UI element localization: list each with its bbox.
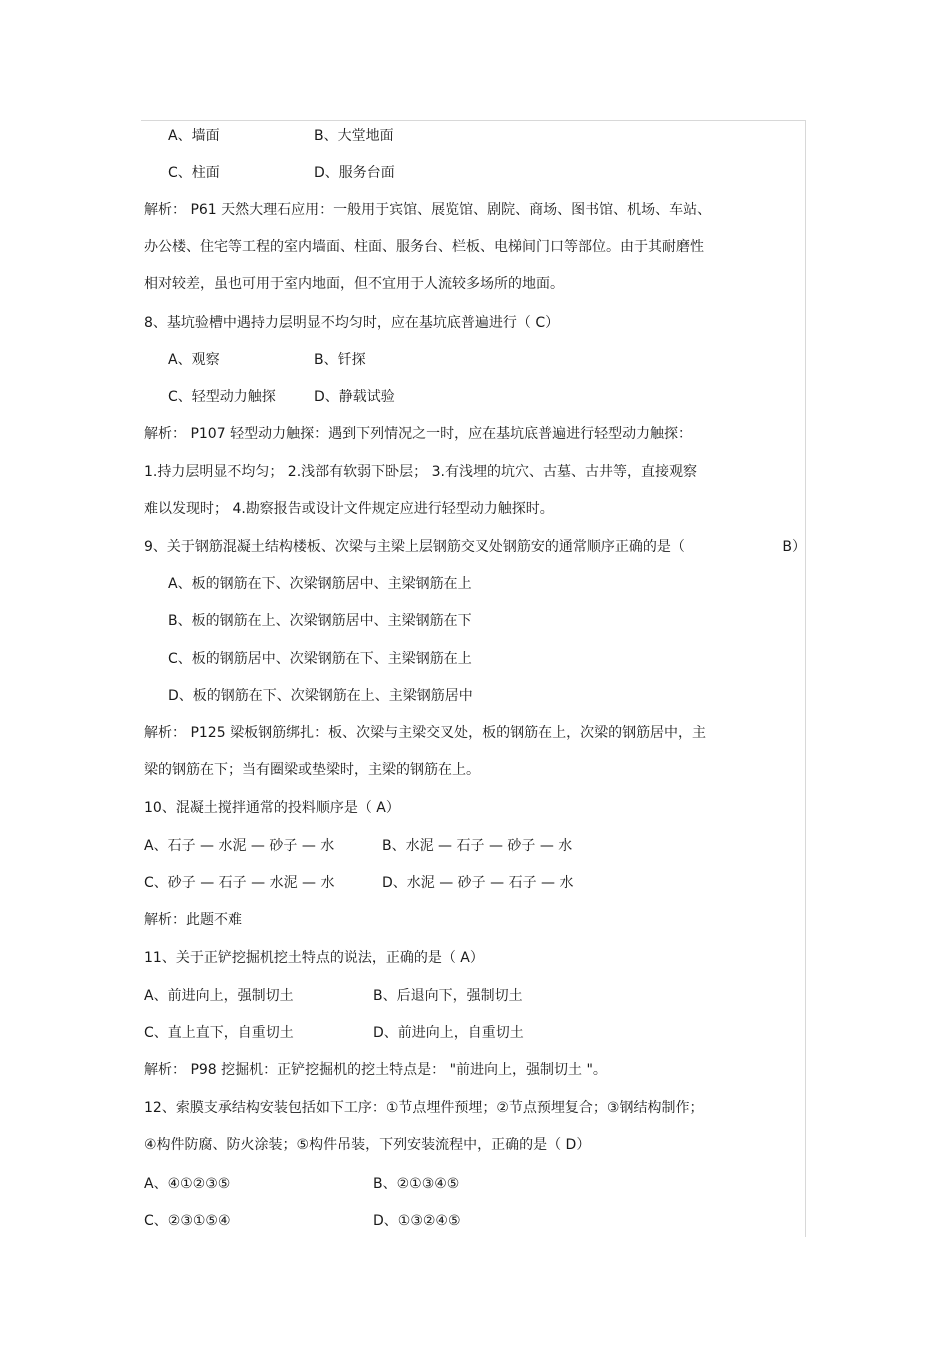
option-c: C、柱面 xyxy=(168,165,220,181)
option-d: D、前进向上，自重切土 xyxy=(373,1025,524,1041)
question-8: 8、基坑验槽中遇持力层明显不均匀时，应在基坑底普遍进行（ C） xyxy=(144,315,560,331)
option-b: B、水泥 — 石子 — 砂子 — 水 xyxy=(382,838,573,854)
question-12: 12、索膜支承结构安装包括如下工序：①节点埋件预埋；②节点预埋复合；③钢结构制作； xyxy=(144,1100,704,1116)
option-b: B、②①③④⑤ xyxy=(373,1176,460,1192)
option-a: A、观察 xyxy=(168,352,220,368)
analysis-text: 解析： P98 挖掘机：正铲挖掘机的挖土特点是： "前进向上，强制切土 "。 xyxy=(144,1062,607,1078)
question-9-answer: B） xyxy=(782,539,806,555)
option-b: B、后退向下，强制切土 xyxy=(373,988,523,1004)
analysis-text: 解析： P125 梁板钢筋绑扎：板、次梁与主梁交叉处，板的钢筋在上，次梁的钢筋居中，主 xyxy=(144,725,707,741)
analysis-text: 解析： P107 轻型动力触探：遇到下列情况之一时，应在基坑底普遍进行轻型动力触探： xyxy=(144,426,693,442)
analysis-text: 办公楼、住宅等工程的室内墙面、柱面、服务台、栏板、电梯间门口等部位。由于其耐磨性 xyxy=(144,239,704,255)
option-a: A、墙面 xyxy=(168,128,220,144)
option-b: B、板的钢筋在上、次梁钢筋居中、主梁钢筋在下 xyxy=(168,613,472,629)
question-11: 11、关于正铲挖掘机挖土特点的说法，正确的是（ A） xyxy=(144,950,484,966)
analysis-text: 梁的钢筋在下；当有圈梁或垫梁时，主梁的钢筋在上。 xyxy=(144,762,480,778)
analysis-text: 解析： P61 天然大理石应用：一般用于宾馆、展览馆、剧院、商场、图书馆、机场、车站、 xyxy=(144,202,712,218)
question-9 xyxy=(144,538,806,556)
analysis-text: 解析：此题不难 xyxy=(144,912,242,928)
question-10: 10、混凝土搅拌通常的投料顺序是（ A） xyxy=(144,800,400,816)
option-b: B、钎探 xyxy=(314,352,366,368)
option-d: D、水泥 — 砂子 — 石子 — 水 xyxy=(382,875,574,891)
option-a: A、板的钢筋在下、次梁钢筋居中、主梁钢筋在上 xyxy=(168,576,472,592)
question-12-cont: ④构件防腐、防火涂装；⑤构件吊装，下列安装流程中，正确的是（ D） xyxy=(144,1137,591,1153)
analysis-text: 相对较差，虽也可用于室内地面，但不宜用于人流较多场所的地面。 xyxy=(144,276,564,292)
option-a: A、④①②③⑤ xyxy=(144,1176,231,1192)
option-a: A、石子 — 水泥 — 砂子 — 水 xyxy=(144,838,335,854)
option-d: D、服务台面 xyxy=(314,165,395,181)
option-d: D、板的钢筋在下、次梁钢筋在上、主梁钢筋居中 xyxy=(168,688,473,704)
option-d: D、静载试验 xyxy=(314,389,395,405)
option-a: A、前进向上，强制切土 xyxy=(144,988,294,1004)
option-c: C、轻型动力触探 xyxy=(168,389,276,405)
option-c: C、砂子 — 石子 — 水泥 — 水 xyxy=(144,875,335,891)
option-b: B、大堂地面 xyxy=(314,128,394,144)
analysis-text: 难以发现时； 4.勘察报告或设计文件规定应进行轻型动力触探时。 xyxy=(144,501,554,517)
option-c: C、直上直下，自重切土 xyxy=(144,1025,294,1041)
option-c: C、②③①⑤④ xyxy=(144,1213,231,1229)
analysis-text: 1.持力层明显不均匀； 2.浅部有软弱下卧层； 3.有浅埋的坑穴、古墓、古井等，直接观察 xyxy=(144,464,697,480)
question-9-text: 9、关于钢筋混凝土结构楼板、次梁与主梁上层钢筋交叉处钢筋安的通常顺序正确的是（ xyxy=(144,539,685,555)
option-d: D、①③②④⑤ xyxy=(373,1213,461,1229)
option-c: C、板的钢筋居中、次梁钢筋在下、主梁钢筋在上 xyxy=(168,651,472,667)
